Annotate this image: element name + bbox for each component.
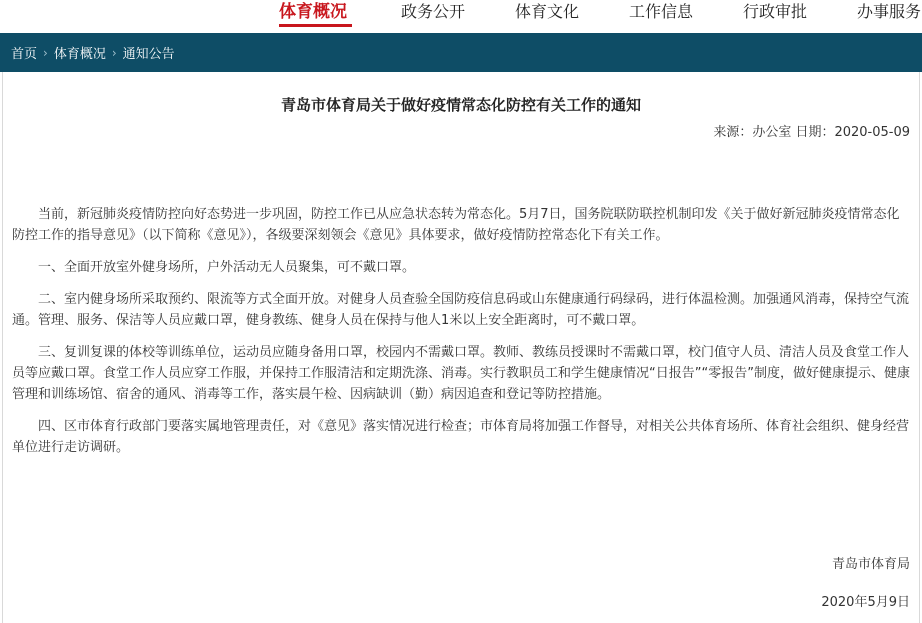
chevron-right-icon: › [111, 45, 117, 60]
page-title: 青岛市体育局关于做好疫情常态化防控有关工作的通知 [280, 96, 641, 114]
nav-item-sports-overview[interactable]: 体育概况 [279, 2, 347, 22]
nav-item-government-affairs[interactable]: 政务公开 [401, 2, 466, 21]
breadcrumb-home[interactable]: 首页 [11, 47, 38, 62]
nav-item-sports-culture[interactable]: 体育文化 [515, 2, 580, 21]
active-nav-underline [279, 24, 352, 27]
breadcrumb [0, 33, 922, 72]
top-navigation [0, 0, 922, 33]
breadcrumb-sports-overview[interactable]: 体育概况 [53, 47, 106, 62]
article-paragraph: 三、复训复课的体校等训练单位，运动员应随身备用口罩，校园内不需戴口罩。教师、教练员授课时不需戴口罩，校门值守人员、清洁人员及食堂工作人员等应戴口罩。食堂工作人员应穿工作服，并保持工作服清洁和定期洗涤、消毒。实行教职员工和学生健康情况“日报告”“零报告”制度，做好健康提示、健康管理和训练场馆、宿舍的通风、消毒等工作，落实晨午检、因病缺训（勤）病因追查和登记等防控措施。 [12, 345, 910, 402]
chevron-right-icon: › [43, 45, 48, 60]
article-paragraph: 当前，新冠肺炎疫情防控向好态势进一步巩固，防控工作已从应急状态转为常态化。5月7日，国务院联防联控机制印发《关于做好新冠肺炎疫情常态化防控工作的指导意见》（以下简称《意见》），各级要深刻领会《意见》具体要求，做好疫情防控常态化下有关工作。 [12, 207, 900, 243]
article-signature: 青岛市体育局 [831, 557, 910, 572]
article-meta: 来源：办公室 日期：2020-05-09 [713, 125, 910, 140]
nav-item-services[interactable]: 办事服务 [857, 2, 922, 21]
nav-item-admin-approval[interactable]: 行政审批 [743, 2, 808, 21]
article-paragraph: 四、区市体育行政部门要落实属地管理责任，对《意见》落实情况进行检查；市体育局将加强工作督导，对相关公共体育场所、体育社会组织、健身经营单位进行走访调研。 [12, 419, 910, 455]
article-paragraph: 一、全面开放室外健身场所，户外活动无人员聚集，可不戴口罩。 [38, 260, 416, 275]
article-sign-date: 2020年5月9日 [821, 595, 910, 610]
article-body [12, 204, 912, 458]
article-paragraph: 二、室内健身场所采取预约、限流等方式全面开放。对健身人员查验全国防疫信息码或山东健康通行码绿码，进行体温检测。加强通风消毒，保持空气流通。管理、服务、保洁等人员应戴口罩，健身教练、健身人员在保持与他人1米以上安全距离时，可不戴口罩。 [12, 292, 910, 328]
breadcrumb-notices[interactable]: 通知公告 [122, 47, 175, 62]
nav-item-work-info[interactable]: 工作信息 [629, 2, 694, 21]
